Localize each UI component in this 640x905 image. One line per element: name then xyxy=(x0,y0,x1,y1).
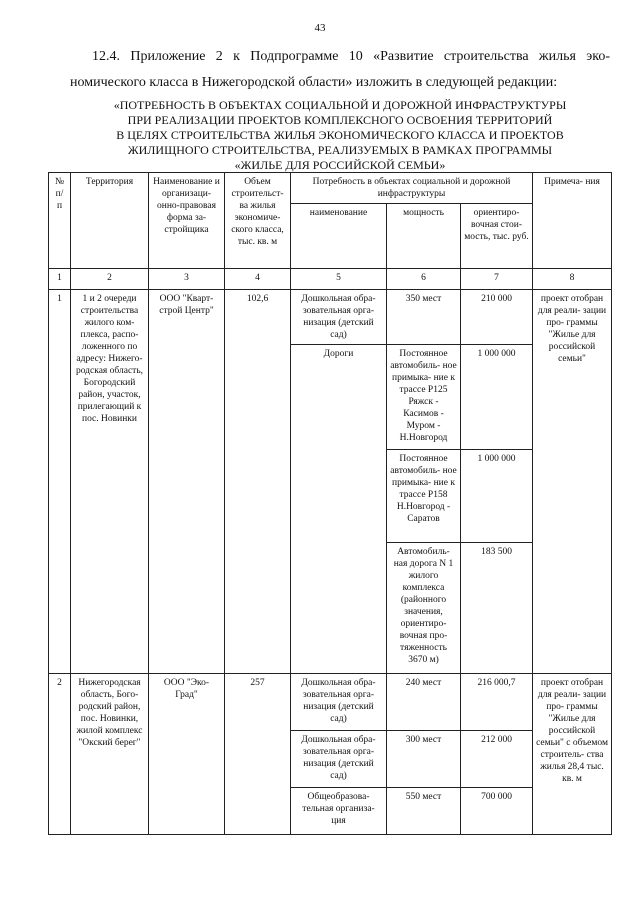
capacity-cell: 300 мест xyxy=(387,731,461,788)
capacity-cell: 350 мест xyxy=(387,290,461,345)
heading-line-2: ПРИ РЕАЛИЗАЦИИ ПРОЕКТОВ КОМПЛЕКСНОГО ОСВОЕНИЯ ТЕРРИТОРИЙ xyxy=(127,113,553,127)
section-heading xyxy=(70,98,610,173)
territory-cell: Нижегородская область, Бого- родский район, пос. Новинки, жилой комплекс "Окский берег" xyxy=(71,674,149,835)
object-name-cell: Общеобразова- тельная организа- ция xyxy=(291,788,387,835)
capacity-cell: Постоянное автомобиль- ное примыка- ние к трассе Р125 Ряжск - Касимов - Муром - Н.Новгород xyxy=(387,345,461,450)
column-number: 5 xyxy=(291,269,387,290)
header-territory: Территория xyxy=(71,173,149,269)
cost-cell: 700 000 xyxy=(461,788,533,835)
header-volume: Объем строительст- ва жилья экономиче- ского класса, тыс. кв. м xyxy=(225,173,291,269)
row-number: 2 xyxy=(49,674,71,835)
header-num: № п/ п xyxy=(49,173,71,269)
header-capacity: мощность xyxy=(387,204,461,269)
column-number: 2 xyxy=(71,269,149,290)
header-cost: ориентиро- вочная стои- мость, тыс. руб. xyxy=(461,204,533,269)
header-name: наименование xyxy=(291,204,387,269)
column-number: 1 xyxy=(49,269,71,290)
column-number: 3 xyxy=(149,269,225,290)
heading-line-4: ЖИЛИЩНОГО СТРОИТЕЛЬСТВА, РЕАЛИЗУЕМЫХ В РАМКАХ ПРОГРАММЫ xyxy=(127,143,553,157)
heading-line-3: В ЦЕЛЯХ СТРОИТЕЛЬСТВА ЖИЛЬЯ ЭКОНОМИЧЕСКОГО КЛАССА И ПРОЕКТОВ xyxy=(116,128,564,142)
developer-cell: ООО "Эко- Град" xyxy=(149,674,225,835)
cost-cell: 1 000 000 xyxy=(461,345,533,450)
note-cell: проект отобран для реали- зации про- граммы "Жилье для российской семьи" xyxy=(533,290,612,674)
intro-line-2: номического класса в Нижегородской области» изложить в следующей редакции: xyxy=(70,75,558,90)
header-note: Примеча- ния xyxy=(533,173,612,269)
header-developer: Наименование и организаци- онно-правовая форма за- стройщика xyxy=(149,173,225,269)
cost-cell: 216 000,7 xyxy=(461,674,533,731)
cost-cell: 183 500 xyxy=(461,543,533,674)
capacity-cell: 240 мест xyxy=(387,674,461,731)
table-row xyxy=(49,674,612,731)
header-need: Потребность в объектах социальной и дорожной инфраструктуры xyxy=(291,173,533,204)
table-row xyxy=(49,290,612,345)
row-number: 1 xyxy=(49,290,71,674)
cost-cell: 1 000 000 xyxy=(461,450,533,543)
column-number: 6 xyxy=(387,269,461,290)
infrastructure-table xyxy=(48,172,612,835)
column-number: 4 xyxy=(225,269,291,290)
cost-cell: 212 000 xyxy=(461,731,533,788)
capacity-cell: 550 мест xyxy=(387,788,461,835)
object-name-cell: Дошкольная обра- зовательная орга- низация (детский сад) xyxy=(291,731,387,788)
volume-cell: 257 xyxy=(225,674,291,835)
developer-cell: ООО "Кварт- строй Центр" xyxy=(149,290,225,674)
note-cell: проект отобран для реали- зации про- граммы "Жилье для российской семьи" с объемом строитель- ства жилья 28,4 тыс. кв. м xyxy=(533,674,612,835)
volume-cell: 102,6 xyxy=(225,290,291,674)
column-number: 8 xyxy=(533,269,612,290)
column-number: 7 xyxy=(461,269,533,290)
heading-line-5: «ЖИЛЬЕ ДЛЯ РОССИЙСКОЙ СЕМЬИ» xyxy=(234,158,446,172)
capacity-cell: Постоянное автомобиль- ное примыка- ние к трассе Р158 Н.Новгород - Саратов xyxy=(387,450,461,543)
territory-cell: 1 и 2 очереди строительства жилого ком- плекса, распо- ложенного по адресу: Нижего- родская область, Богородский район, участок, прилегающий к пос. Новинки xyxy=(71,290,149,674)
object-name-cell: Дошкольная обра- зовательная орга- низация (детский сад) xyxy=(291,674,387,731)
intro-paragraph xyxy=(70,44,610,96)
table-header-row xyxy=(49,173,612,204)
capacity-cell: Автомобиль- ная дорога N 1 жилого комплекса (районного значения, ориентиро- вочная про- тяженность 3670 м) xyxy=(387,543,461,674)
object-name-cell: Дошкольная обра- зовательная орга- низация (детский сад) xyxy=(291,290,387,345)
column-number-row xyxy=(49,269,612,290)
cost-cell: 210 000 xyxy=(461,290,533,345)
intro-line-1: 12.4. Приложение 2 к Подпрограмме 10 «Развитие строительства жилья эко- xyxy=(92,49,610,64)
page-number: 43 xyxy=(314,22,326,34)
object-name-cell: Дороги xyxy=(291,345,387,674)
heading-line-1: «ПОТРЕБНОСТЬ В ОБЪЕКТАХ СОЦИАЛЬНОЙ И ДОРОЖНОЙ ИНФРАСТРУКТУРЫ xyxy=(113,98,567,112)
